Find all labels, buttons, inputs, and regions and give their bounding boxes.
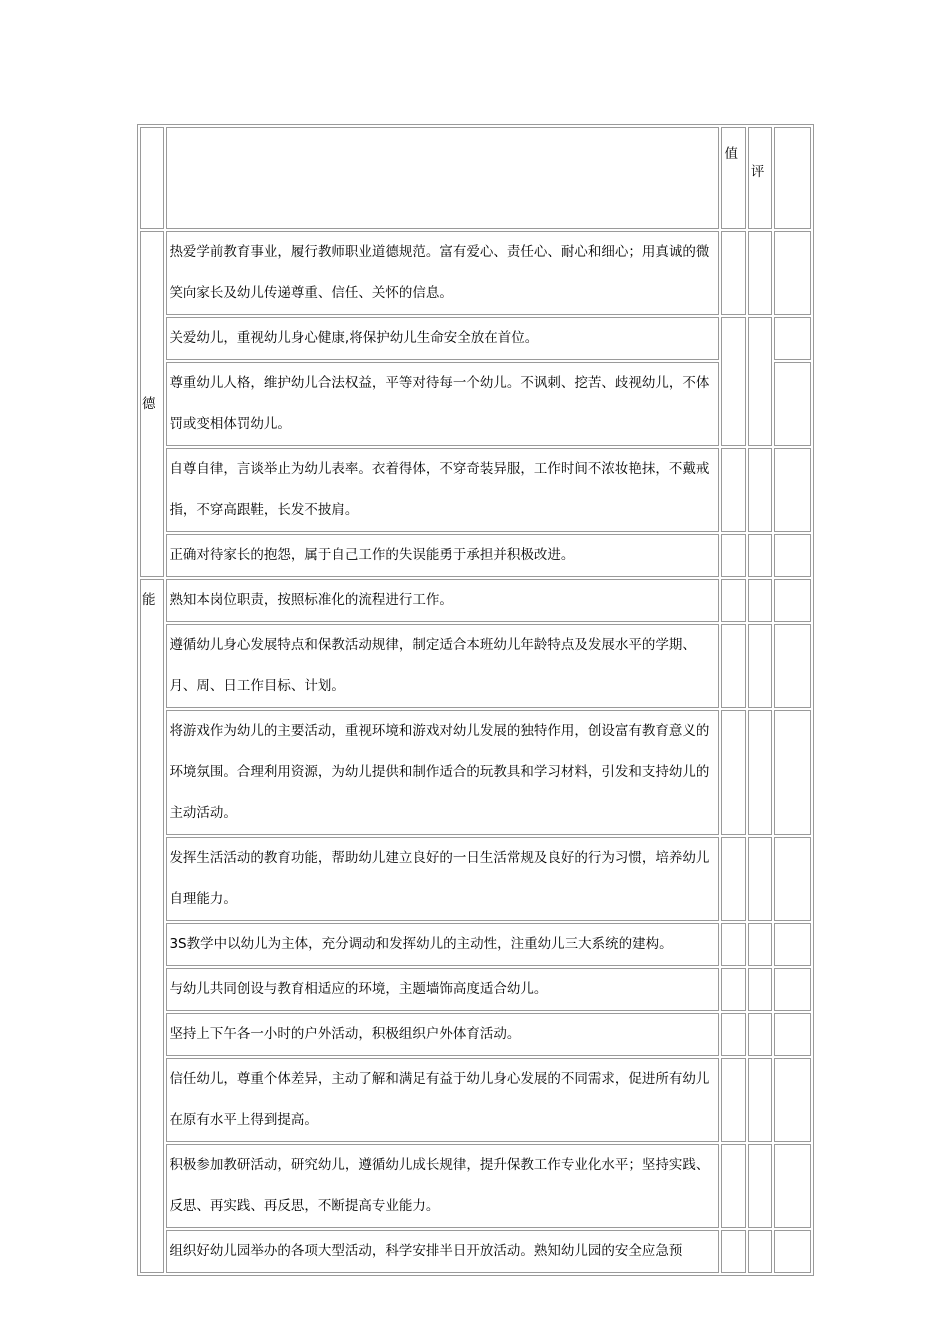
criterion-cell: 关爱幼儿，重视幼儿身心健康,将保护幼儿生命安全放在首位。 — [166, 317, 719, 360]
eval-cell — [748, 1230, 772, 1273]
criterion-cell: 热爱学前教育事业，履行教师职业道德规范。富有爱心、责任心、耐心和细心；用真诚的微笑向家长及幼儿传递尊重、信任、关怀的信息。 — [166, 231, 719, 315]
eval-cell — [748, 579, 772, 622]
extra-cell — [774, 837, 811, 921]
table-row — [140, 1013, 811, 1056]
table-row — [140, 624, 811, 708]
extra-cell — [774, 624, 811, 708]
criterion-cell: 坚持上下午各一小时的户外活动，积极组织户外体育活动。 — [166, 1013, 719, 1056]
extra-cell — [774, 1013, 811, 1056]
extra-cell — [774, 362, 811, 446]
extra-cell — [774, 534, 811, 577]
table-row — [140, 968, 811, 1011]
value-cell — [721, 837, 745, 921]
table-row — [140, 1058, 811, 1142]
header-row — [140, 127, 811, 229]
header-value-cell: 值 — [721, 127, 745, 229]
eval-cell — [748, 534, 772, 577]
extra-cell — [774, 1230, 811, 1273]
value-cell — [721, 968, 745, 1011]
value-cell — [721, 231, 745, 315]
header-eval-cell: 评 — [748, 127, 772, 229]
extra-cell — [774, 923, 811, 966]
criterion-cell: 熟知本岗位职责，按照标准化的流程进行工作。 — [166, 579, 719, 622]
criterion-cell: 自尊自律，言谈举止为幼儿表率。衣着得体，不穿奇装异服，工作时间不浓妆艳抹，不戴戒指，不穿高跟鞋，长发不披肩。 — [166, 448, 719, 532]
eval-cell — [748, 231, 772, 315]
table-row — [140, 837, 811, 921]
criterion-cell: 遵循幼儿身心发展特点和保教活动规律，制定适合本班幼儿年龄特点及发展水平的学期、月、周、日工作目标、计划。 — [166, 624, 719, 708]
criterion-cell: 3S教学中以幼儿为主体，充分调动和发挥幼儿的主动性，注重幼儿三大系统的建构。 — [166, 923, 719, 966]
table-row — [140, 1230, 811, 1273]
eval-cell — [748, 1144, 772, 1228]
table-row — [140, 923, 811, 966]
eval-cell — [748, 1013, 772, 1056]
eval-cell — [748, 448, 772, 532]
table-row — [140, 534, 811, 577]
category-cell-neng: 能 — [140, 579, 164, 1273]
extra-cell — [774, 231, 811, 315]
extra-cell — [774, 1144, 811, 1228]
extra-cell — [774, 1058, 811, 1142]
value-cell — [721, 534, 745, 577]
table-row — [140, 231, 811, 315]
value-cell — [721, 448, 745, 532]
table-row — [140, 710, 811, 835]
value-cell — [721, 1230, 745, 1273]
value-cell — [721, 710, 745, 835]
table-row — [140, 317, 811, 360]
category-cell-de: 德 — [140, 231, 164, 577]
criterion-cell: 发挥生活活动的教育功能，帮助幼儿建立良好的一日生活常规及良好的行为习惯，培养幼儿自理能力。 — [166, 837, 719, 921]
criterion-cell: 尊重幼儿人格，维护幼儿合法权益，平等对待每一个幼儿。不讽刺、挖苦、歧视幼儿，不体罚或变相体罚幼儿。 — [166, 362, 719, 446]
header-extra-cell — [774, 127, 811, 229]
value-cell — [721, 624, 745, 708]
criterion-cell: 将游戏作为幼儿的主要活动，重视环境和游戏对幼儿发展的独特作用，创设富有教育意义的环境氛围。合理利用资源，为幼儿提供和制作适合的玩教具和学习材料，引发和支持幼儿的主动活动。 — [166, 710, 719, 835]
eval-cell — [748, 710, 772, 835]
extra-cell — [774, 317, 811, 360]
eval-cell — [748, 837, 772, 921]
table-row — [140, 1144, 811, 1228]
eval-cell — [748, 1058, 772, 1142]
extra-cell — [774, 448, 811, 532]
criterion-cell: 积极参加教研活动，研究幼儿，遵循幼儿成长规律，提升保教工作专业化水平；坚持实践、反思、再实践、再反思，不断提高专业能力。 — [166, 1144, 719, 1228]
value-cell — [721, 317, 745, 446]
header-category-cell — [140, 127, 164, 229]
criterion-cell: 正确对待家长的抱怨，属于自己工作的失误能勇于承担并积极改进。 — [166, 534, 719, 577]
value-cell — [721, 1144, 745, 1228]
value-cell — [721, 923, 745, 966]
header-content-cell — [166, 127, 719, 229]
value-cell — [721, 579, 745, 622]
criterion-cell: 信任幼儿，尊重个体差异，主动了解和满足有益于幼儿身心发展的不同需求，促进所有幼儿在原有水平上得到提高。 — [166, 1058, 719, 1142]
criterion-cell: 与幼儿共同创设与教育相适应的环境，主题墙饰高度适合幼儿。 — [166, 968, 719, 1011]
extra-cell — [774, 968, 811, 1011]
value-cell — [721, 1058, 745, 1142]
eval-cell — [748, 923, 772, 966]
eval-cell — [748, 968, 772, 1011]
eval-cell — [748, 624, 772, 708]
evaluation-table — [137, 124, 814, 1276]
table-row — [140, 579, 811, 622]
criterion-cell: 组织好幼儿园举办的各项大型活动，科学安排半日开放活动。熟知幼儿园的安全应急预 — [166, 1230, 719, 1273]
table-row — [140, 448, 811, 532]
table-row — [140, 362, 811, 446]
eval-cell — [748, 317, 772, 446]
extra-cell — [774, 710, 811, 835]
value-cell — [721, 1013, 745, 1056]
extra-cell — [774, 579, 811, 622]
